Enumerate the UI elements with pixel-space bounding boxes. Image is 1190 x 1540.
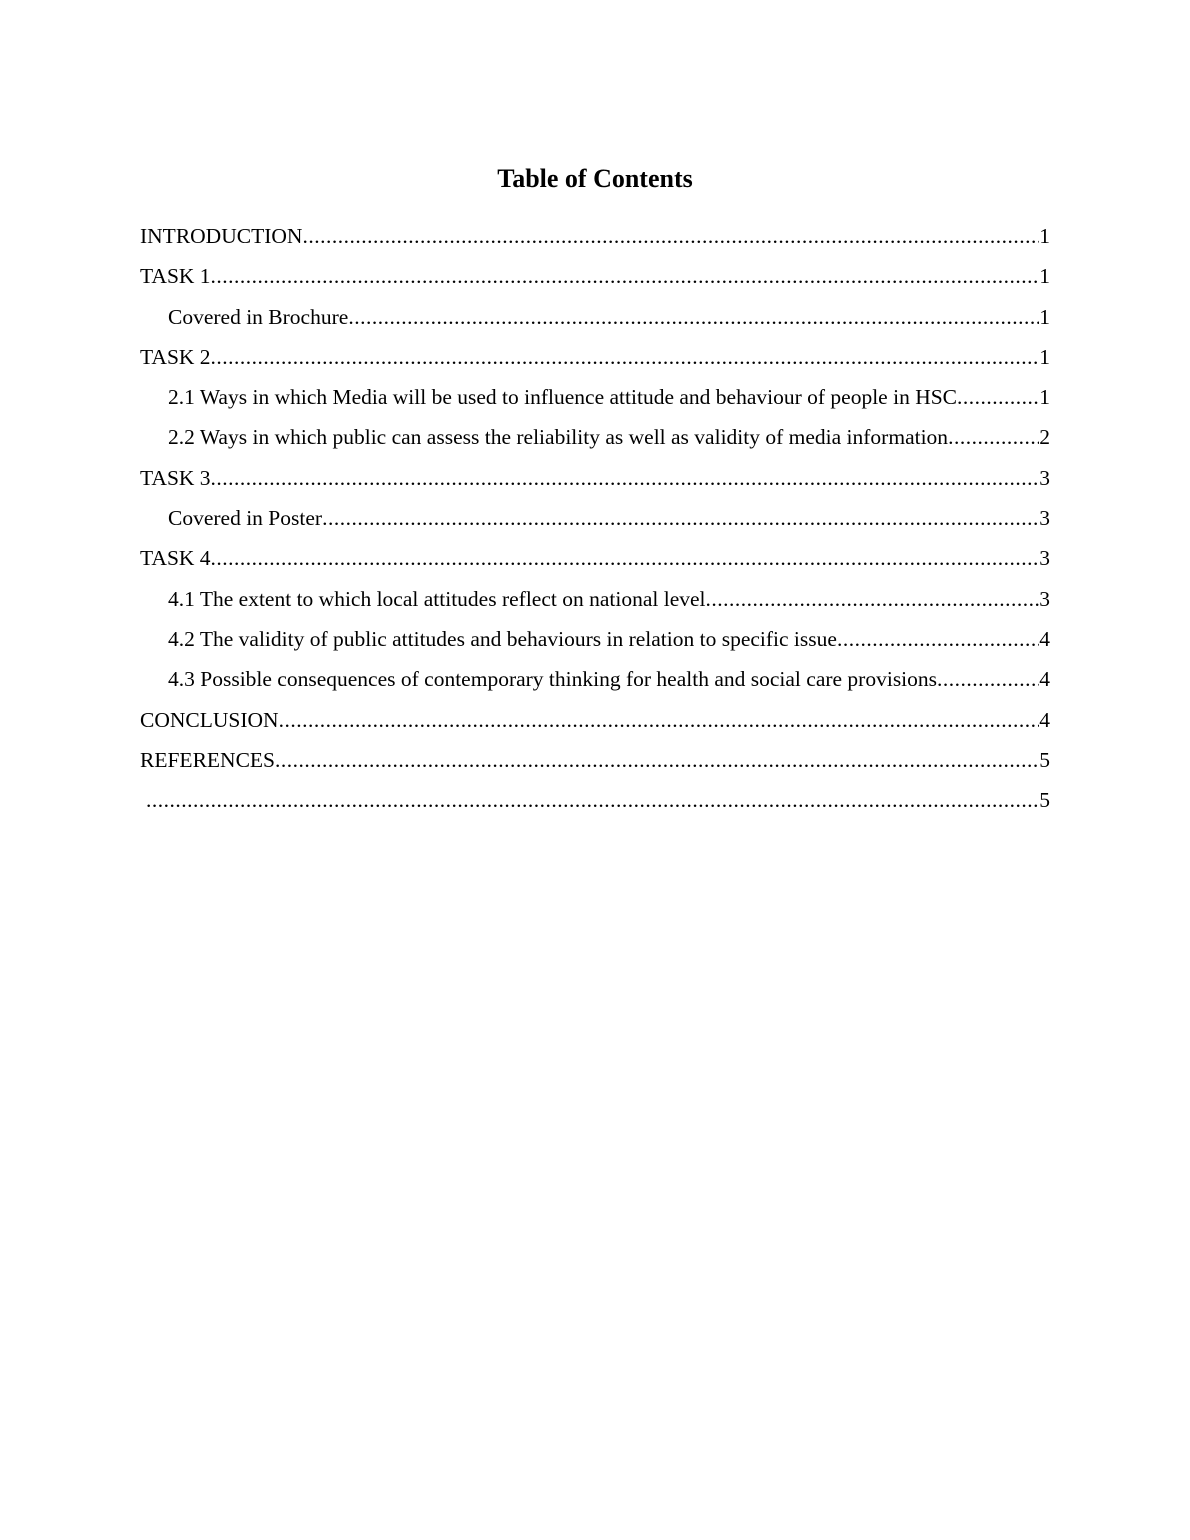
toc-dot-leader: [211, 256, 1040, 296]
toc-page-number: 4: [1039, 626, 1050, 651]
toc-dot-leader: [322, 498, 1039, 538]
toc-entry-references[interactable]: [140, 740, 1050, 780]
toc-entry-text: 2.2 Ways in which public can assess the reliability as well as validity of media information: [168, 425, 949, 450]
toc-dot-leader: [948, 417, 1039, 457]
toc-entry-task-1[interactable]: [140, 256, 1050, 296]
toc-entry-text: 4.3 Possible consequences of contemporary thinking for health and social care provisions: [168, 667, 938, 692]
toc-page-number: 1: [1039, 224, 1050, 248]
toc-dot-leader: [211, 458, 1040, 498]
toc-entry-text: TASK 3: [140, 465, 211, 490]
toc-dot-leader: [837, 619, 1039, 659]
toc-entry-text: Covered in Brochure: [168, 304, 349, 329]
page-title: Table of Contents: [497, 164, 693, 193]
toc-dot-leader: [937, 659, 1039, 699]
toc-dot-leader: [957, 377, 1039, 417]
toc-entry-4-2[interactable]: [140, 619, 1050, 659]
toc-page-number: 1: [1039, 344, 1050, 369]
toc-page-number: 4: [1039, 667, 1050, 692]
toc-dot-leader: [211, 538, 1040, 578]
toc-entry-4-1[interactable]: [140, 579, 1050, 619]
toc-dot-leader: [348, 297, 1039, 337]
toc-page-number: 4: [1039, 707, 1050, 732]
toc-entry-2-1[interactable]: [140, 377, 1050, 417]
toc-entry-text: TASK 2: [140, 344, 211, 369]
toc-dot-leader: [275, 740, 1039, 780]
toc-dot-leader: [706, 579, 1040, 619]
toc-page-number: 1: [1039, 385, 1050, 410]
toc-page-number: 5: [1039, 747, 1050, 772]
toc-entry-conclusion[interactable]: [140, 700, 1050, 740]
toc-entry-task-2[interactable]: [140, 337, 1050, 377]
toc-entry-covered-in-brochure[interactable]: [140, 297, 1050, 337]
toc-entry-text: INTRODUCTION: [140, 224, 303, 248]
toc-dot-leader: [279, 700, 1040, 740]
toc-page-number: 3: [1039, 506, 1050, 531]
toc-dot-leader: [146, 780, 1039, 820]
toc-entry-text: 4.1 The extent to which local attitudes reflect on national level: [168, 586, 706, 611]
table-of-contents: [140, 216, 1050, 820]
toc-dot-leader: [302, 216, 1039, 256]
toc-page-number: 5: [1039, 788, 1050, 813]
toc-page-number: 3: [1039, 586, 1050, 611]
toc-page-number: 1: [1039, 304, 1050, 329]
toc-page-number: 2: [1039, 425, 1050, 450]
toc-entry-introduction[interactable]: [140, 216, 1050, 256]
toc-page-number: 1: [1039, 264, 1050, 289]
toc-dot-leader: [211, 337, 1040, 377]
toc-entry-2-2[interactable]: [140, 417, 1050, 457]
toc-entry-task-4[interactable]: [140, 538, 1050, 578]
toc-entry-text: 4.2 The validity of public attitudes and behaviours in relation to specific issue: [168, 626, 837, 651]
toc-entry-task-3[interactable]: [140, 458, 1050, 498]
toc-entry-text: TASK 4: [140, 546, 211, 571]
toc-entry-text: 2.1 Ways in which Media will be used to influence attitude and behaviour of people in HSC: [168, 385, 958, 410]
toc-page-number: 3: [1039, 546, 1050, 571]
toc-entry-text: TASK 1: [140, 264, 211, 289]
toc-page-number: 3: [1039, 465, 1050, 490]
toc-entry-text: CONCLUSION: [140, 707, 279, 732]
toc-entry-4-3[interactable]: [140, 659, 1050, 699]
toc-entry-covered-in-poster[interactable]: [140, 498, 1050, 538]
toc-entry-text: Covered in Poster: [168, 506, 323, 531]
toc-entry-text: REFERENCES: [140, 747, 275, 772]
toc-entry-untitled[interactable]: [140, 780, 1050, 820]
